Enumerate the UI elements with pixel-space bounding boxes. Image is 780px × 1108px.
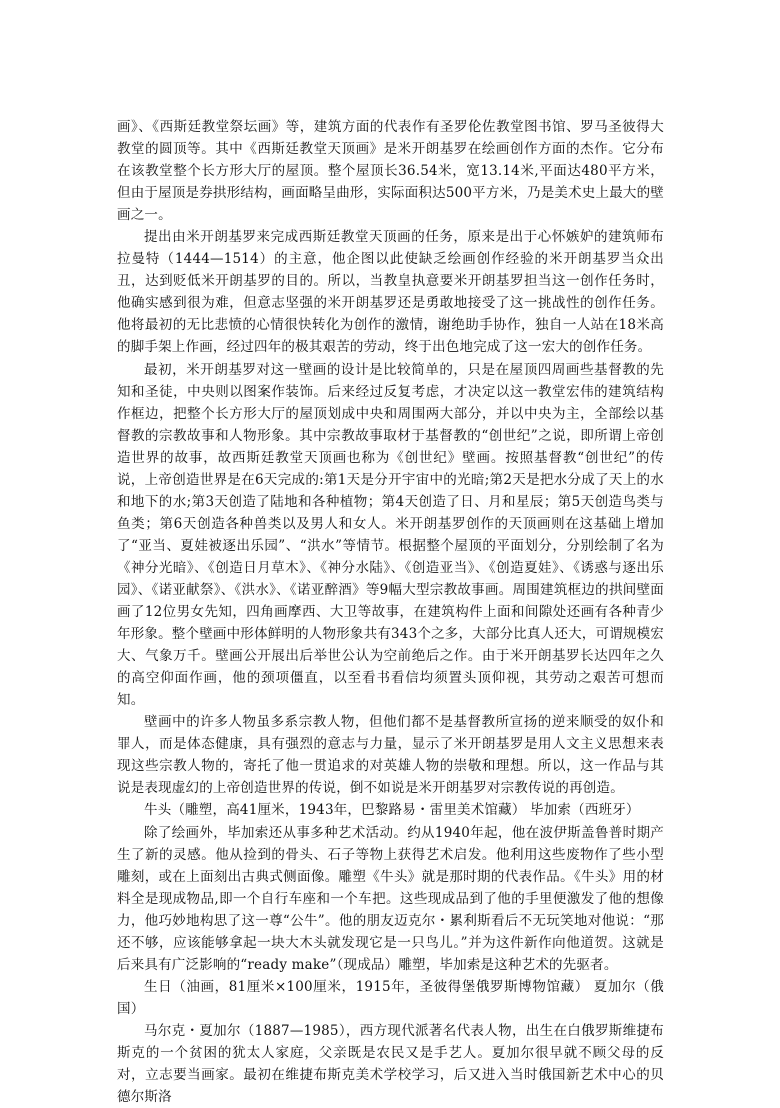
paragraph-bramante-proposal: 提出由米开朗基罗来完成西斯廷教堂天顶画的任务，原来是出于心怀嫉妒的建筑师布拉曼特（1444—1514）的主意，他企图以此使缺乏绘画创作经验的米开朗基罗当众出丑，达到贬低米开朗基罗的目的。所以，当教皇执意要米开朗基罗担当这一创作任务时，他确实感到很为难，但意志坚强的米开朗基罗还是勇敢地接受了这一挑战性的创作任务。他将最初的无比悲愤的心情很快转化为创作的激情，谢绝助手协作，独自一人站在18米高的脚手架上作画，经过四年的极其艰苦的劳动，终于出色地完成了这一宏大的创作任务。 [117, 229, 664, 356]
paragraph-picasso-sculpture: 除了绘画外，毕加索还从事多种艺术活动。约从1940年起，他在波伊斯盖鲁普时期产生了新的灵感。他从捡到的骨头、石子等物上获得艺术启发。他利用这些废物作了些小型雕刻，或在上面刻出古典式侧面像。雕塑《牛头》就是那时期的代表作品。《牛头》用的材料全是现成物品,即一个自行车座和一个车把。这些现成品到了他的手里便激发了他的想像力，他巧妙地构思了这一尊“公牛”。他的朋友迈克尔・累利斯看后不无玩笑地对他说：“那还不够，应该能够拿起一块大木头就发现它是一只鸟儿。”并为这件新作向他道贺。这就是后来具有广泛影响的“ready make”（现成品）雕塑，毕加索是这种艺术的先驱者。 [117, 824, 664, 973]
paragraph-figures-meaning: 壁画中的许多人物虽多系宗教人物，但他们都不是基督教所宣扬的逆来顺受的奴仆和罪人，而是体态健康，具有强烈的意志与力量，显示了米开朗基罗是用人文主义思想来表现这些宗教人物的，寄托了他一贯追求的对英雄人物的崇敬和理想。所以，这一作品与其说是表现虚幻的上帝创造世界的传说，倒不如说是米开朗基罗对宗教传说的再创造。 [117, 714, 664, 797]
document-page [117, 116, 664, 1108]
artwork-caption-bull-head: 牛头（雕塑，高41厘米，1943年，巴黎路易・雷里美术馆藏） 毕加索（西班牙） [144, 802, 640, 819]
paragraph-chagall-bio: 马尔克・夏加尔（1887—1985），西方现代派著名代表人物，出生在白俄罗斯维捷布斯克的一个贫困的犹太人家庭，父亲既是农民又是手艺人。夏加尔很早就不顾父母的反对，立志要当画家。最初在维捷布斯克美术学校学习，后又进入当时俄国新艺术中心的贝德尔斯洛 [117, 1022, 664, 1106]
paragraph-genesis-design: 最初，米开朗基罗对这一壁画的设计是比较简单的，只是在屋顶四周画些基督教的先知和圣徒，中央则以图案作装饰。后来经过反复考虑，才决定以这一教堂宏伟的建筑结构作框边，把整个长方形大厅的屋顶划成中央和周围两大部分，并以中央为主，全部绘以基督教的宗教故事和人物形象。其中宗教故事取材于基督教的“创世纪”之说，即所谓上帝创造世界的故事，故西斯廷教堂天顶画也称为《创世纪》壁画。按照基督教“创世纪”的传说，上帝创造世界是在6天完成的:第1天是分开宇宙中的光暗;第2天是把水分成了天上的水和地下的水;第3天创造了陆地和各种植物；第4天创造了日、月和星辰；第5天创造鸟类与鱼类；第6天创造各种兽类以及男人和女人。米开朗基罗创作的天顶画则在这基础上增加了“亚当、夏娃被逐出乐园”、“洪水”等情节。根据整个屋顶的平面划分，分别绘制了名为《神分光暗》、《创造日月草木》、《神分水陆》、《创造亚当》、《创造夏娃》、《诱惑与逐出乐园》、《诺亚献祭》、《洪水》、《诺亚醉酒》等9幅大型宗教故事画。周围建筑框边的拱间壁面画了12位男女先知，四角画摩西、大卫等故事，在建筑构件上面和间隙处还画有各种青少年形象。整个壁画中形体鲜明的人物形象共有343个之多，大部分比真人还大，可谓规模宏大、气象万千。壁画公开展出后举世公认为空前绝后之作。由于米开朗基罗长达四年之久的高空仰面作画，他的颈项僵直，以至看书看信均须置头顶仰视，其劳动之艰苦可想而知。 [117, 361, 664, 709]
paragraph-sistine-ceiling-intro: 画》、《西斯廷教堂祭坛画》等，建筑方面的代表作有圣罗伦佐教堂图书馆、罗马圣彼得大教堂的圆顶等。其中《西斯廷教堂天顶画》是米开朗基罗在绘画创作方面的杰作。它分布在该教堂整个长方形大厅的屋顶。整个屋顶长36.54米，宽13.14米,平面达480平方米，但由于屋顶是券拱形结构，画面略呈曲形，实际面积达500平方米，乃是美术史上最大的壁画之一。 [117, 119, 664, 224]
artwork-caption-birthday: 生日（油画，81厘米×100厘米，1915年，圣彼得堡俄罗斯博物馆藏） 夏加尔（俄国） [117, 978, 664, 1017]
